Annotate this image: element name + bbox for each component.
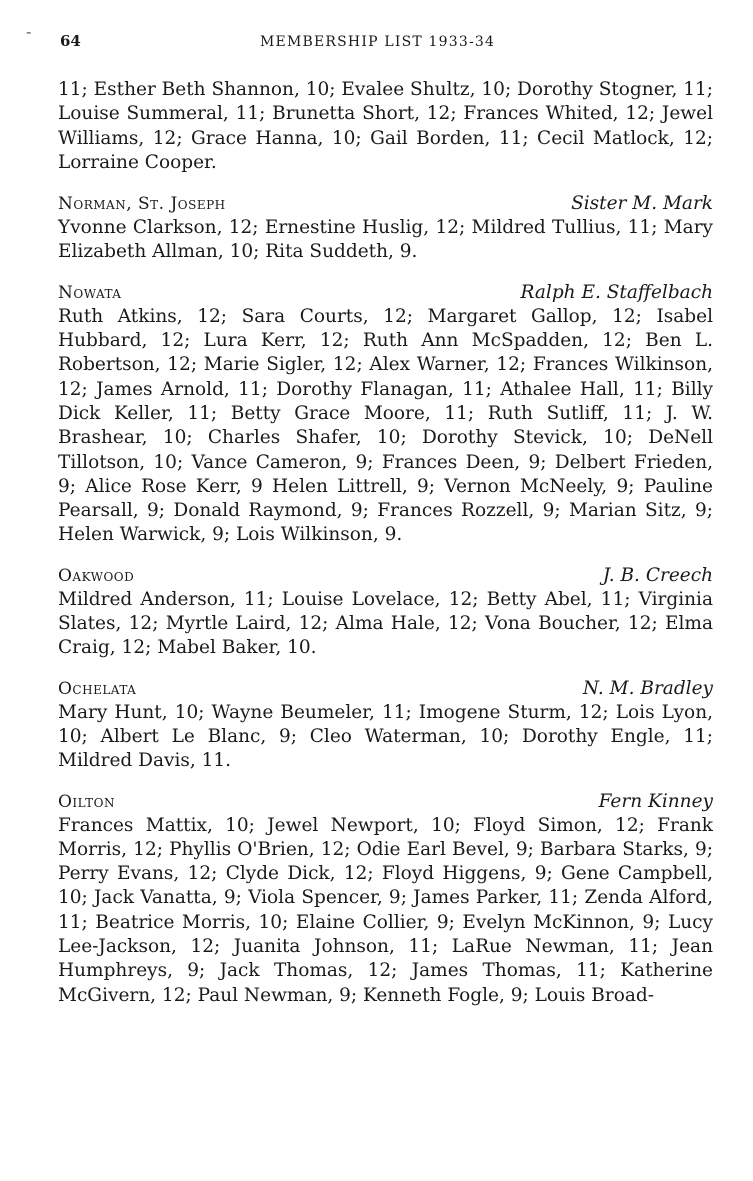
- sponsor-name: Ralph E. Staffelbach: [520, 281, 713, 303]
- school-name: Nowata: [58, 282, 122, 303]
- member-list: Frances Mattix, 10; Jewel Newport, 10; Floyd Simon, 12; Frank Morris, 12; Phyllis O'Brien, 12; Odie Earl Bevel, 9; Barbara Starks, 9; Perry Evans, 12; Clyde Dick, 12; Floyd Higgens, 9; Gene Campbell, 10; Jack Vanatta, 9; Viola Spencer, 9; James Parker, 11; Zenda Alford, 11; Beatrice Morris, 10; Elaine Collier, 9; Evelyn McKinnon, 9; Lucy Lee-Jackson, 12; Juanita Johnson, 11; LaRue Newman, 11; Jean Humphreys, 9; Jack Thomas, 12; James Thomas, 11; Katherine McGivern, 12; Paul Newman, 9; Kenneth Fogle, 9; Louis Broad-: [58, 814, 713, 1006]
- member-list: Ruth Atkins, 12; Sara Courts, 12; Margaret Gallop, 12; Isabel Hubbard, 12; Lura Kerr, 12; Ruth Ann McSpadden, 12; Ben L. Robertson, 12; Marie Sigler, 12; Alex Warner, 12; Frances Wilkinson, 12; James Arnold, 11; Dorothy Flanagan, 11; Athalee Hall, 11; Billy Dick Keller, 11; Betty Grace Moore, 11; Ruth Sutliff, 11; J. W. Brashear, 10; Charles Shafer, 10; Dorothy Stevick, 10; DeNell Tillotson, 10; Vance Cameron, 9; Frances Deen, 9; Delbert Frieden, 9; Alice Rose Kerr, 9 Helen Littrell, 9; Vernon McNeely, 9; Pauline Pearsall, 9; Donald Raymond, 9; Frances Rozzell, 9; Marian Sitz, 9; Helen Warwick, 9; Lois Wilkinson, 9.: [58, 305, 713, 546]
- school-entry-nowata: [58, 282, 713, 548]
- school-heading: [58, 193, 713, 214]
- school-name: Norman, St. Joseph: [58, 194, 226, 215]
- margin-mark: -: [26, 22, 32, 41]
- school-name: Oilton: [58, 791, 116, 812]
- sponsor-name: J. B. Creech: [602, 564, 713, 586]
- school-heading: [58, 565, 713, 586]
- school-heading: [58, 791, 713, 812]
- sponsor-name: Fern Kinney: [598, 790, 713, 812]
- school-entry-norman: [58, 193, 713, 265]
- continued-member-list: 11; Esther Beth Shannon, 10; Evalee Shultz, 10; Dorothy Stogner, 11; Louise Summeral, 11; Brunetta Short, 12; Frances Whited, 12; Jewel Williams, 12; Grace Hanna, 10; Gail Borden, 11; Cecil Matlock, 12; Lorraine Cooper.: [58, 79, 713, 173]
- school-entry-oakwood: [58, 565, 713, 661]
- school-name: Oakwood: [58, 565, 135, 586]
- school-heading: [58, 678, 713, 699]
- school-name: Ochelata: [58, 678, 137, 699]
- member-list: Mildred Anderson, 11; Louise Lovelace, 12; Betty Abel, 11; Virginia Slates, 12; Myrtle Laird, 12; Alma Hale, 12; Vona Boucher, 12; Elma Craig, 12; Mabel Baker, 10.: [58, 588, 713, 659]
- school-heading: [58, 282, 713, 303]
- school-entry-oilton: [58, 791, 713, 1008]
- sponsor-name: N. M. Bradley: [582, 677, 713, 699]
- page-header: [60, 32, 710, 56]
- running-head: MEMBERSHIP LIST 1933-34: [260, 34, 496, 50]
- sponsor-name: Sister M. Mark: [571, 193, 713, 215]
- membership-list: [58, 78, 713, 1025]
- school-entry-ochelata: [58, 678, 713, 774]
- member-list: Yvonne Clarkson, 12; Ernestine Huslig, 12; Mildred Tullius, 11; Mary Elizabeth Allman, 10; Rita Suddeth, 9.: [58, 217, 713, 263]
- member-list: Mary Hunt, 10; Wayne Beumeler, 11; Imogene Sturm, 12; Lois Lyon, 10; Albert Le Blanc, 9; Cleo Waterman, 10; Dorothy Engle, 11; Mildred Davis, 11.: [58, 701, 713, 772]
- page-number: 64: [60, 32, 81, 50]
